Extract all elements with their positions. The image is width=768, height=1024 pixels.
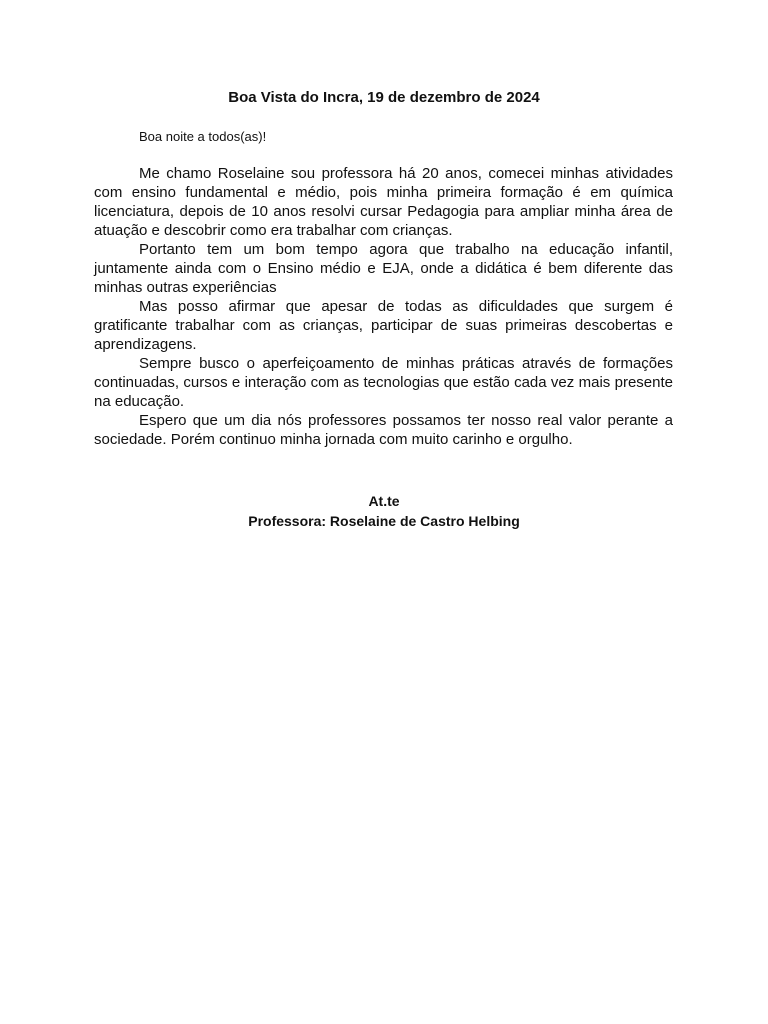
letter-body xyxy=(94,164,673,449)
document-heading: Boa Vista do Incra, 19 de dezembro de 2024 xyxy=(228,89,540,106)
greeting-text: Boa noite a todos(as)! xyxy=(139,129,267,144)
paragraph-hope: Espero que um dia nós professores possamos ter nosso real valor perante a sociedade. Porém continuo minha jornada com muito carinho e orgulho. xyxy=(94,412,673,448)
paragraph-current-work: Portanto tem um bom tempo agora que trabalho na educação infantil, juntamente ainda com o Ensino médio e EJA, onde a didática é bem diferente das minhas outras experiências xyxy=(94,241,673,296)
paragraph-difficulties: Mas posso afirmar que apesar de todas as dificuldades que surgem é gratificante trabalhar com as crianças, participar de suas primeiras descobertas e aprendizagens. xyxy=(94,298,673,353)
paragraph-training: Sempre busco o aperfeiçoamento de minhas práticas através de formações continuadas, cursos e interação com as tecnologias que estão cada vez mais presente na educação. xyxy=(94,355,673,410)
closing-text: At.te xyxy=(368,493,400,509)
paragraph-intro: Me chamo Roselaine sou professora há 20 anos, comecei minhas atividades com ensino fundamental e médio, pois minha primeira formação é em química licenciatura, depois de 10 anos resolvi cursar Pedagogia para ampliar minha área de atuação e descobrir como era trabalhar com crianças. xyxy=(94,165,673,239)
signature-block xyxy=(0,491,768,531)
signature-name: Professora: Roselaine de Castro Helbing xyxy=(248,513,520,529)
